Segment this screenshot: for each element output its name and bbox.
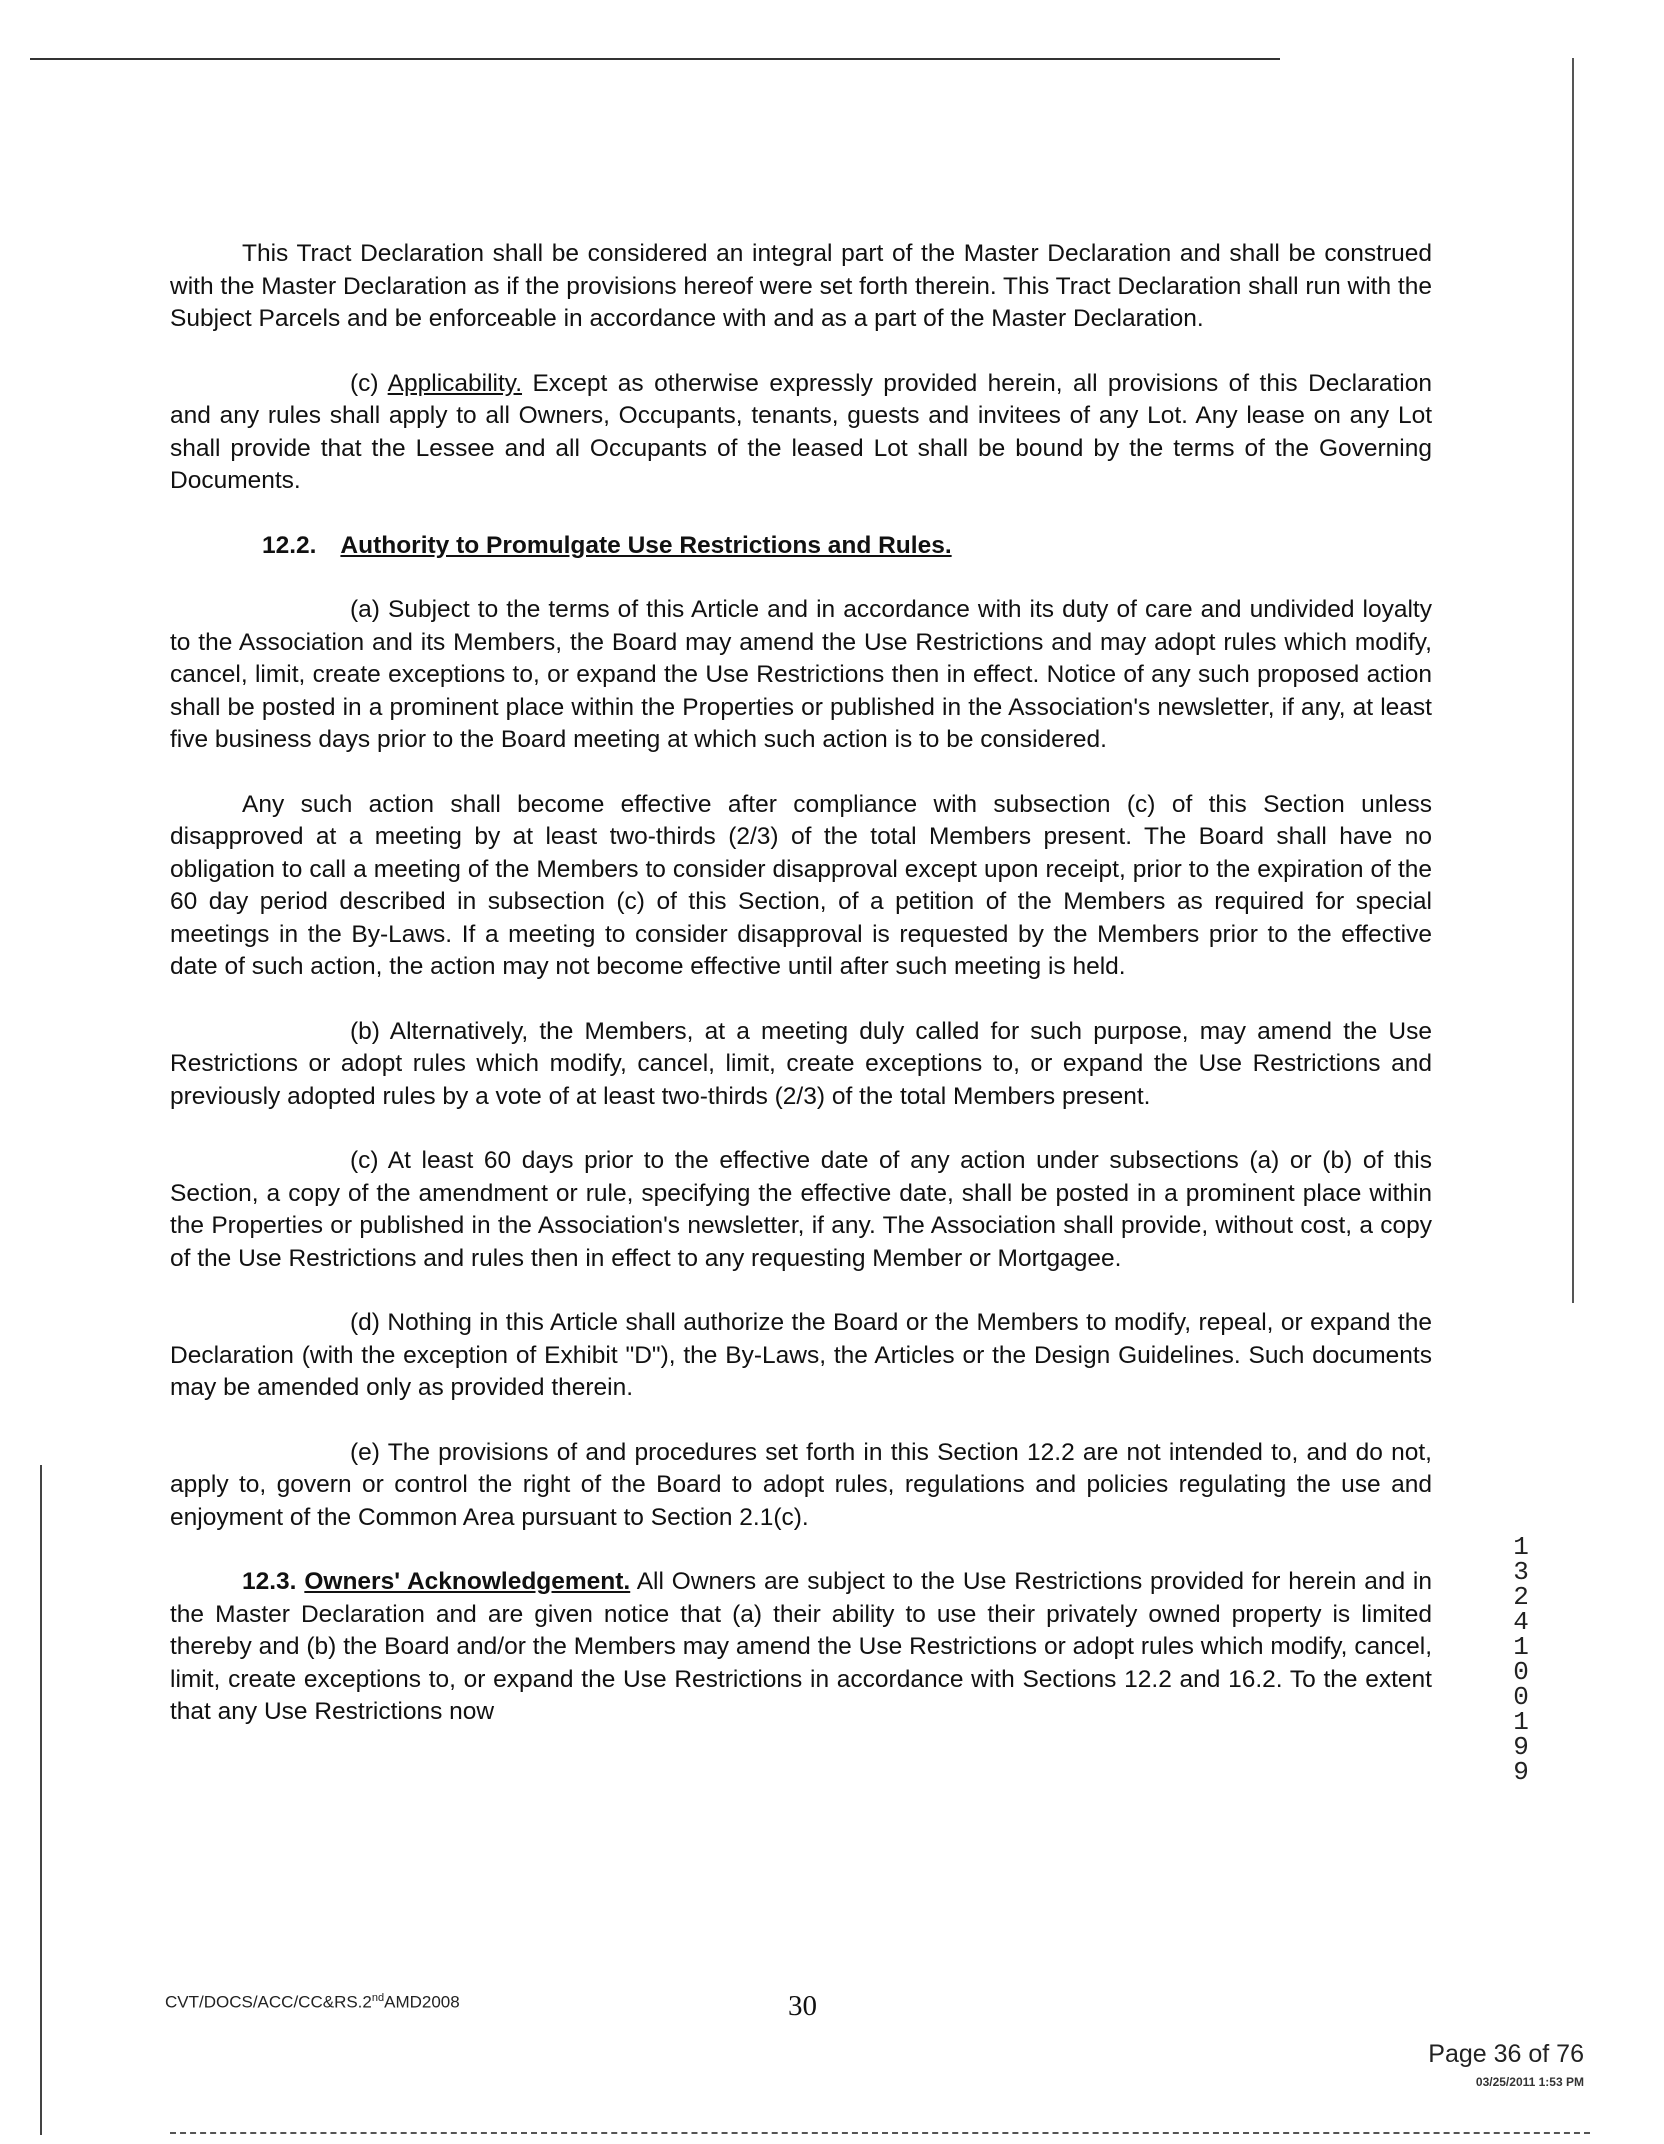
paragraph-text: Except as otherwise expressly provided herein, all provisions of this Declaration and any rules shall apply to all Owners, Occupants, tenants, guests and invitees of any Lot. Any lease on any Lot shall provide that the Lessee and all Occupants of the leased Lot shall be bound by the terms of the Governing Documents.: [170, 369, 1432, 494]
section-number: 12.2.: [262, 531, 317, 559]
paragraph-b: (b) Alternatively, the Members, at a meeting duly called for such purpose, may amend the Use Restrictions or adopt rules which modify, cancel, limit, create exceptions to, or expand the Use Restrictions and previously adopted rules by a vote of at least two-thirds (2/3) of the total Members present.: [170, 1017, 1432, 1110]
page-number: 30: [788, 1990, 817, 2022]
paragraph-tract-declaration: This Tract Declaration shall be considered an integral part of the Master Declaration and shall be construed with the Master Declaration as if the provisions hereof were set forth therein. This Tract Declaration shall run with the Subject Parcels and be enforceable in accordance with and as a part of the Master Declaration.: [170, 240, 1432, 332]
bottom-rule: [170, 2132, 1590, 2134]
footer-document-code: [165, 1992, 460, 2013]
doc-code-suffix: AMD2008: [384, 1992, 460, 2012]
paragraph-any-such-action: Any such action shall become effective after compliance with subsection (c) of this Section unless disapproved at a meeting by at least two-thirds (2/3) of the total Members present. The Board shall have no obligation to call a meeting of the Members to consider disapproval except upon receipt, prior to the expiration of the 60 day period described in subsection (c) of this Section, of a petition of the Members as required for special meetings in the By-Laws. If a meeting to consider disapproval is requested by the Members prior to the effective date of such action, the action may not become effective until after such meeting is held.: [170, 790, 1432, 980]
paragraph-d: (d) Nothing in this Article shall authorize the Board or the Members to modify, repeal, or expand the Declaration (with the exception of Exhibit "D"), the By-Laws, the Articles or the Design Guidelines. Such documents may be amended only as provided therein.: [170, 1309, 1432, 1401]
right-rule: [1572, 58, 1574, 1303]
section-title: Owners' Acknowledgement.: [304, 1568, 631, 1595]
paragraph-text: All Owners are subject to the Use Restrictions provided for herein and in the Master Declaration and are given notice that (a) their ability to use their privately owned property is limited thereby and (b) the Board and/or the Members may amend the Use Restrictions or adopt rules which modify, cancel, limit, create exceptions to, or expand the Use Restrictions in accordance with Sections 12.2 and 16.2. To the extent that any Use Restrictions now: [170, 1568, 1432, 1725]
paragraph-e: (e) The provisions of and procedures set forth in this Section 12.2 are not intended to, and do not, apply to, govern or control the right of the Board to adopt rules, regulations and policies regulating the use and enjoyment of the Common Area pursuant to Section 2.1(c).: [170, 1438, 1432, 1531]
section-number: 12.3.: [242, 1568, 297, 1595]
paragraph-a: (a) Subject to the terms of this Article and in accordance with its duty of care and undivided loyalty to the Association and its Members, the Board may amend the Use Restrictions and may adopt rules which modify, cancel, limit, create exceptions to, or expand the Use Restrictions then in effect. Notice of any such proposed action shall be posted in a prominent place within the Properties or published in the Association's newsletter, if any, at least five business days prior to the Board meeting at which such action is to be considered.: [170, 596, 1432, 753]
doc-code-prefix: CVT/DOCS/ACC/CC&RS.2: [165, 1992, 372, 2012]
section-title: Authority to Promulgate Use Restrictions and Rules.: [340, 531, 952, 559]
document-body: [170, 238, 1432, 1761]
paragraph-12-3: [170, 1566, 1432, 1729]
print-timestamp: 03/25/2011 1:53 PM: [1475, 2075, 1584, 2089]
recording-stamp-number: 13241 00199: [1513, 1532, 1529, 1787]
page-of-total: Page 36 of 76: [1428, 2040, 1584, 2068]
doc-code-sup: nd: [371, 1992, 385, 2004]
paragraph-title-applicability: Applicability.: [387, 369, 523, 397]
paragraph-applicability: [170, 368, 1432, 498]
paragraph-c: (c) At least 60 days prior to the effective date of any action under subsections (a) or (b) of this Section, a copy of the amendment or rule, specifying the effective date, shall be posted in a prominent place within the Properties or published in the Association's newsletter, if any. The Association shall provide, without cost, a copy of the Use Restrictions and rules then in effect to any requesting Member or Mortgagee.: [170, 1147, 1432, 1272]
left-rule: [40, 1465, 42, 2135]
paragraph-label: (c): [350, 369, 379, 397]
top-rule: [30, 58, 1280, 60]
section-heading-12-2: [170, 530, 1432, 563]
